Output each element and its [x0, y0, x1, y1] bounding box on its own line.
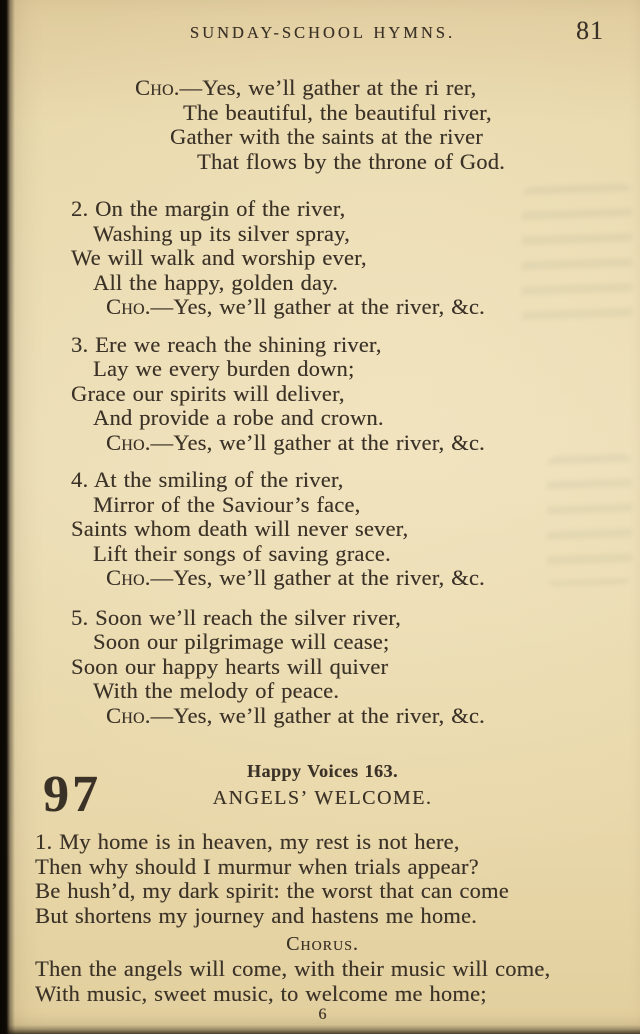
- chorus-line: With music, sweet music, to welcome me home;: [35, 980, 487, 1006]
- opening-chorus: [35, 76, 610, 174]
- verse-line: Lay we every burden down;: [93, 356, 355, 381]
- chorus-line: The beautiful, the beautiful river,: [183, 99, 492, 125]
- chorus-line: [135, 76, 610, 101]
- verse-line: Then why should I murmur when trials appear?: [35, 853, 479, 879]
- verse-line: Washing up its silver spray,: [93, 220, 350, 246]
- chorus-line-text: —Yes, we’ll gather at the ri rer,: [179, 75, 477, 100]
- hymn-97-heading: [35, 761, 610, 823]
- page-number: 81: [576, 16, 604, 45]
- refrain-text: —Yes, we’ll gather at the river, &c.: [150, 565, 485, 590]
- verse-block-5: [35, 606, 610, 729]
- refrain-label: Cho.: [106, 294, 151, 319]
- refrain-text: —Yes, we’ll gather at the river, &c.: [150, 294, 485, 319]
- verse-block-4: [35, 468, 610, 591]
- hymn-97-verse-1: [35, 830, 610, 928]
- verse-line: 5. Soon we’ll reach the silver river,: [71, 604, 401, 630]
- verse-line: But shortens my journey and hastens me home.: [35, 902, 477, 928]
- hymn-97-chorus: [35, 957, 610, 1006]
- verse-line: Saints whom death will never sever,: [71, 516, 409, 541]
- verse-line: And provide a robe and crown.: [93, 405, 384, 430]
- refrain-text: —Yes, we’ll gather at the river, &c.: [150, 702, 485, 728]
- signature-mark: 6: [318, 1006, 327, 1023]
- verse-line: 3. Ere we reach the shining river,: [71, 331, 382, 357]
- verse-line: Lift their songs of saving grace.: [93, 540, 391, 566]
- chorus-line: That flows by the throne of God.: [197, 148, 505, 174]
- chorus-line: Gather with the saints at the river: [170, 124, 483, 149]
- running-title: SUNDAY-SCHOOL HYMNS.: [189, 23, 456, 42]
- verse-line: 1. My home is in heaven, my rest is not here,: [35, 829, 460, 854]
- verse-line: We will walk and worship ever,: [71, 245, 367, 270]
- page-header: [35, 0, 610, 44]
- chorus-label: Cho.: [135, 75, 180, 100]
- refrain-line: [106, 431, 610, 456]
- tune-reference: Happy Voices 163.: [246, 761, 399, 781]
- verse-line: Mirror of the Saviour’s face,: [93, 491, 361, 517]
- refrain-label: Cho.: [106, 565, 151, 590]
- hymn-number: 97: [43, 766, 101, 823]
- verse-line: With the melody of peace.: [93, 678, 340, 703]
- chorus-heading: Chorus.: [286, 933, 359, 955]
- refrain-text: —Yes, we’ll gather at the river, &c.: [150, 429, 485, 455]
- hymn-title: ANGELS’ WELCOME.: [212, 787, 433, 809]
- refrain-line: [106, 566, 610, 591]
- refrain-line: [106, 295, 610, 320]
- verse-block-3: [35, 333, 610, 456]
- verse-line: Soon our happy hearts will quiver: [71, 653, 389, 679]
- verse-line: 2. On the margin of the river,: [71, 196, 346, 221]
- refrain-label: Cho.: [106, 429, 151, 455]
- verse-line: 4. At the smiling of the river,: [71, 467, 344, 492]
- verse-line: Grace our spirits will deliver,: [71, 380, 345, 406]
- chorus-line: Then the angels will come, with their music will come,: [35, 956, 551, 981]
- verse-line: All the happy, golden day.: [93, 269, 338, 295]
- refrain-line: [106, 704, 610, 729]
- scan-edge-bottom: [0, 1025, 640, 1034]
- verse-block-2: [35, 197, 610, 320]
- scan-edge-left: [0, 0, 15, 1034]
- verse-line: Soon our pilgrimage will cease;: [93, 629, 390, 654]
- verse-line: Be hush’d, my dark spirit: the worst that can come: [35, 878, 509, 903]
- refrain-label: Cho.: [106, 702, 151, 728]
